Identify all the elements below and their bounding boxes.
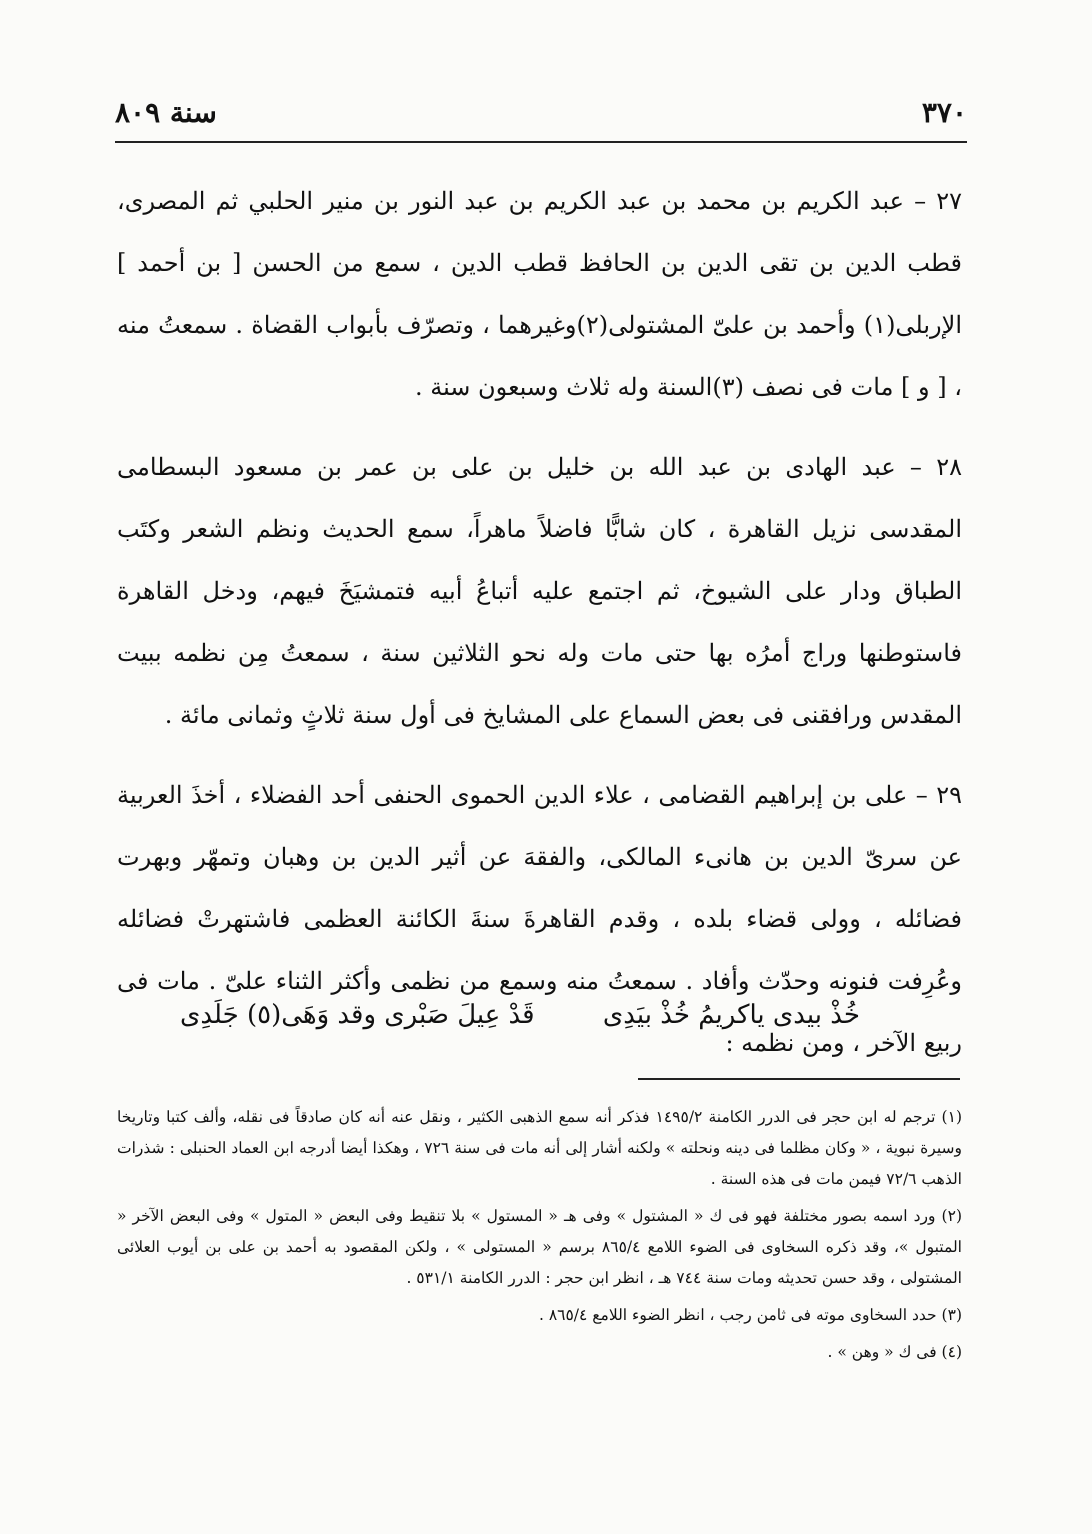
page-header [115, 92, 967, 136]
footnote-4: (٤) فى ك « وهن » . [827, 1343, 962, 1361]
footnote-divider [638, 1078, 960, 1080]
footnote-1: (١) ترجم له ابن حجر فى الدرر الكامنة ١٤٩٥/٢ فذكر أنه سمع الذهبى الكثير ، ونقل عنه أنه كان صادقاً فى نقله، وألف كتبا وتاريخا وسيرة نبوية ، « وكان مظلما فى دينه ونحلته » ولكنه أشار إلى أنه مات فى سنة ٧٢٦ ، وهكذا أيضا أدرجه ابن العماد الحنبلى : شذرات الذهب ٧٢/٦ فيمن مات فى هذه السنة . [117, 1108, 962, 1188]
footnotes [117, 1102, 962, 1374]
main-text [117, 170, 962, 1092]
biography-entry-29: ٢٩ – على بن إبراهيم القضامى ، علاء الدين الحموى الحنفى أحد الفضلاء ، أخذَ العربية عن سرىّ الدين بن هانىء المالكى، والفقهَ عن أثير الدين بن وهبان وتمهّر وبهرت فضائله ، وولى قضاء بلده ، وقدم القاهرةَ سنةَ الكائنة العظمى فاشتهرتْ فضائله وعُرِفت فنونه وحدّث وأفاد . سمعتُ منه وسمع من نظمى وأكثر الثناء علىّ . مات فى ربيع الآخر ، ومن نظمه : [117, 781, 962, 1057]
verse-second-hemistich: قَدْ عِيلَ صَبْرى وقد وَهَى(٥) جَلَدِى [180, 1000, 535, 1030]
biography-entry-28: ٢٨ – عبد الهادى بن عبد الله بن خليل بن على بن عمر بن مسعود البسطامى المقدسى نزيل القاهرة ، كان شابًّا فاضلاً ماهراً، سمع الحديث ونظم الشعر وكتَب الطباق ودار على الشيوخ، ثم اجتمع عليه أتباعُ أبيه فتمشيَخَ فيهم، ودخل القاهرة فاستوطنها وراج أمرُه بها حتى مات وله نحو الثلاثين سنة ، سمعتُ مِن نظمه ببيت المقدس ورافقنى فى بعض السماع على المشايخ فى أول سنة ثلاثٍ وثمانى مائة . [117, 453, 962, 729]
biography-entry-27: ٢٧ – عبد الكريم بن محمد بن عبد الكريم بن عبد النور بن منير الحلبي ثم المصرى، قطب الدين بن تقى الدين بن الحافظ قطب الدين ، سمع من الحسن [ بن أحمد ] الإربلى(١) وأحمد بن علىّ المشتولى(٢)وغيرهما ، وتصرّف بأبواب القضاة . سمعتُ منه ، [ و ] مات فى نصف (٣)السنة وله ثلاث وسبعون سنة . [117, 187, 962, 401]
verse-first-hemistich: خُذْ بيدى ياكريمُ خُذْ بيَدِى [602, 1000, 860, 1030]
header-divider [115, 141, 967, 143]
footnote-3: (٣) حدد السخاوى موته فى ثامن رجب ، انظر الضوء اللامع ٨٦٥/٤ . [538, 1306, 962, 1324]
footnote-2: (٢) ورد اسمه بصور مختلفة فهو فى ك « المشتول » وفى هـ « المستول » بلا تنقيط وفى البعض « المتول » وفى البعض الآخر « المتبول »، وقد ذكره السخاوى فى الضوء اللامع ٨٦٥/٤ برسم « المستولى » ، ولكن المقصود به أحمد بن على بن أيوب العلائى المشتولى ، وقد حسن تحديثه ومات سنة ٧٤٤ هـ ، انظر ابن حجر : الدرر الكامنة ٥٣١/١ . [117, 1207, 962, 1287]
poetry-verse [180, 1000, 860, 1046]
running-head-year: سنة ٨٠٩ [115, 96, 217, 129]
page-number: ٣٧٠ [921, 96, 967, 129]
